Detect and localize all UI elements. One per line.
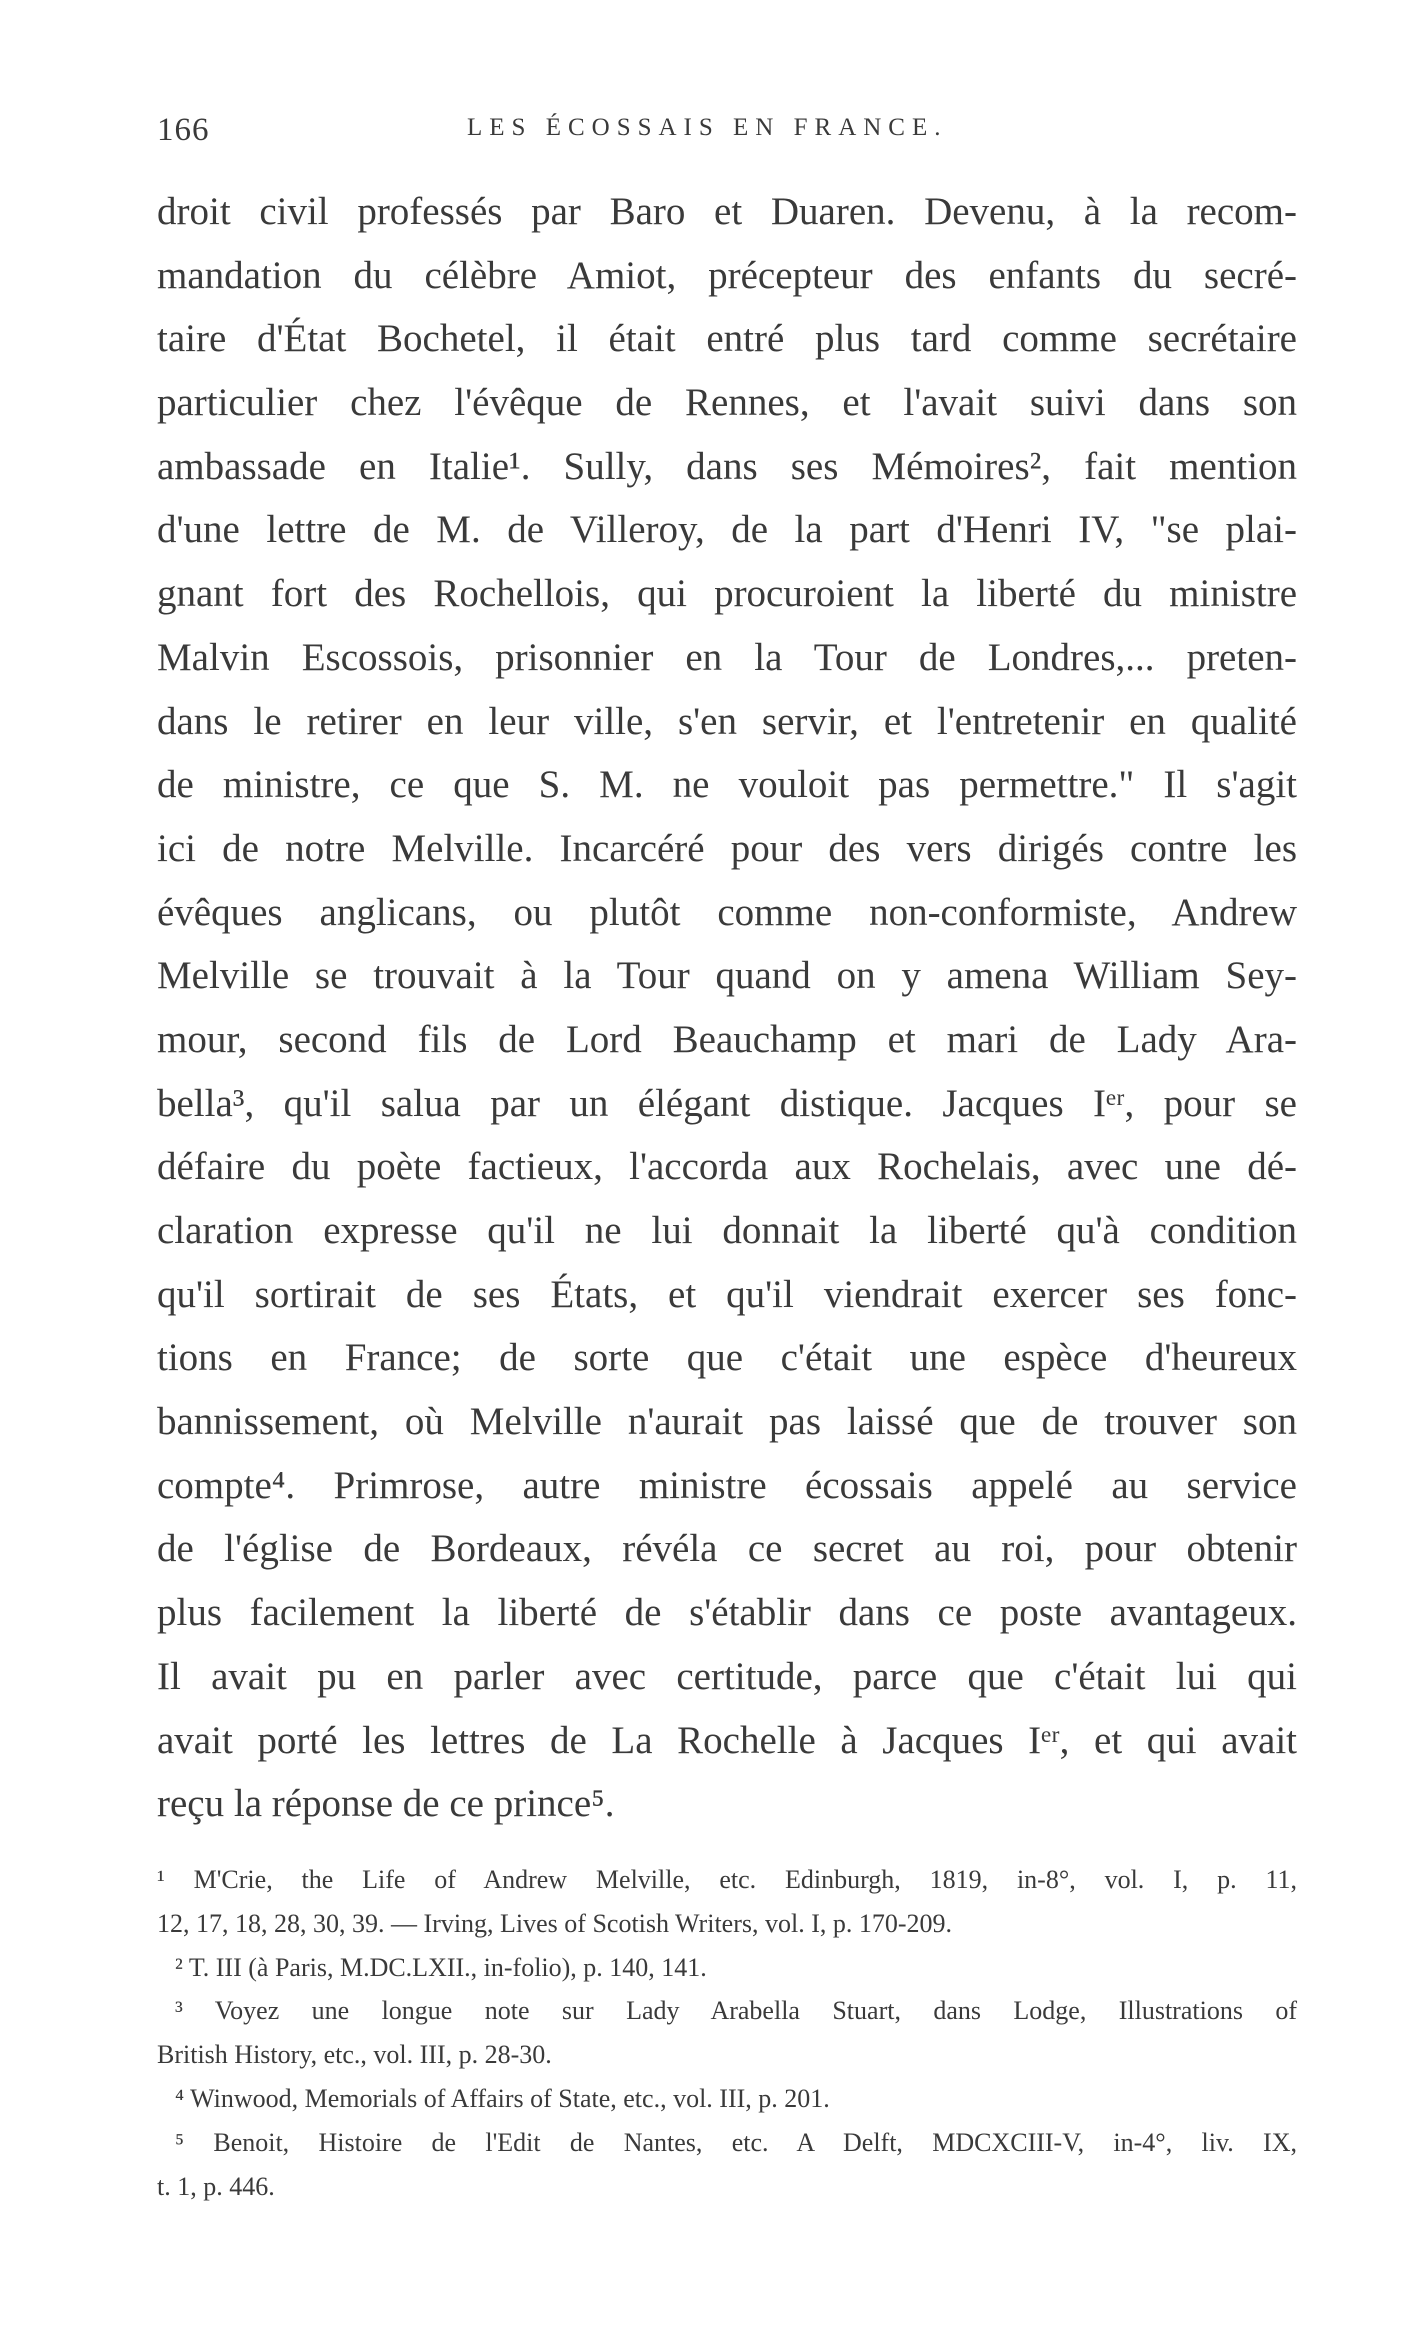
- footnote-line: t. 1, p. 446.: [157, 2171, 275, 2201]
- body-line: ambassade en Italie¹. Sully, dans ses Mémoires², fait mention: [157, 444, 1297, 488]
- body-line: gnant fort des Rochellois, qui procuroient la liberté du ministre: [157, 572, 1297, 616]
- body-line: d'une lettre de M. de Villeroy, de la part d'Henri IV, "se plai-: [157, 508, 1297, 552]
- body-line: bannissement, où Melville n'aurait pas laissé que de trouver son: [157, 1400, 1297, 1444]
- running-title: LES ÉCOSSAIS EN FRANCE.: [467, 114, 948, 141]
- footnote-line: 12, 17, 18, 28, 30, 39. — Irving, Lives of Scotish Writers, vol. I, p. 170-209.: [157, 1908, 953, 1938]
- body-line: avait porté les lettres de La Rochelle à Jacques Iᵉʳ, et qui avait: [157, 1718, 1297, 1762]
- body-line: plus facilement la liberté de s'établir dans ce poste avantageux.: [157, 1591, 1297, 1635]
- footnote-line: ¹ M'Crie, the Life of Andrew Melville, etc. Edinburgh, 1819, in-8°, vol. I, p. 11,: [157, 1865, 1297, 1894]
- footnote-line: ³ Voyez une longue note sur Lady Arabella Stuart, dans Lodge, Illustrations of: [175, 1996, 1297, 2026]
- body-line: Il avait pu en parler avec certitude, parce que c'était lui qui: [157, 1654, 1297, 1698]
- body-line: défaire du poète factieux, l'accorda aux Rochelais, avec une dé-: [157, 1145, 1297, 1189]
- body-line: mandation du célèbre Amiot, précepteur des enfants du secré-: [157, 253, 1297, 297]
- body-line: Malvin Escossois, prisonnier en la Tour de Londres,... preten-: [157, 635, 1297, 679]
- body-text: [157, 180, 1297, 1836]
- footnote-line: British History, etc., vol. III, p. 28-30.: [157, 2040, 552, 2070]
- body-line: reçu la réponse de ce prince⁵.: [157, 1782, 615, 1826]
- page-header: [157, 112, 1297, 156]
- footnote-line: ⁴ Winwood, Memorials of Affairs of State, etc., vol. III, p. 201.: [175, 2083, 830, 2113]
- body-line: tions en France; de sorte que c'était une espèce d'heureux: [157, 1336, 1297, 1380]
- body-line: mour, second fils de Lord Beauchamp et mari de Lady Ara-: [157, 1017, 1297, 1061]
- body-line: de l'église de Bordeaux, révéla ce secret au roi, pour obtenir: [157, 1527, 1297, 1571]
- page-number: 166: [157, 112, 210, 148]
- footnote-line: ⁵ Benoit, Histoire de l'Edit de Nantes, etc. A Delft, MDCXCIII-V, in-4°, liv. IX,: [175, 2127, 1297, 2157]
- body-line: bella³, qu'il salua par un élégant distique. Jacques Iᵉʳ, pour se: [157, 1081, 1297, 1125]
- body-line: claration expresse qu'il ne lui donnait la liberté qu'à condition: [157, 1209, 1297, 1252]
- body-line: qu'il sortirait de ses États, et qu'il viendrait exercer ses fonc-: [157, 1272, 1297, 1316]
- body-line: dans le retirer en leur ville, s'en servir, et l'entretenir en qualité: [157, 699, 1297, 743]
- body-line: Melville se trouvait à la Tour quand on y amena William Sey-: [157, 954, 1297, 998]
- footnotes: [157, 1858, 1297, 2208]
- body-line: évêques anglicans, ou plutôt comme non-conformiste, Andrew: [157, 890, 1297, 934]
- body-line: ici de notre Melville. Incarcéré pour des vers dirigés contre les: [157, 826, 1297, 870]
- body-line: compte⁴. Primrose, autre ministre écossais appelé au service: [157, 1463, 1297, 1507]
- body-line: particulier chez l'évêque de Rennes, et l'avait suivi dans son: [157, 381, 1297, 425]
- body-line: droit civil professés par Baro et Duaren. Devenu, à la recom-: [157, 190, 1297, 233]
- footnote-line: ² T. III (à Paris, M.DC.LXII., in-folio), p. 140, 141.: [175, 1952, 707, 1982]
- body-line: de ministre, ce que S. M. ne vouloit pas permettre." Il s'agit: [157, 763, 1297, 807]
- body-line: taire d'État Bochetel, il était entré plus tard comme secrétaire: [157, 317, 1297, 361]
